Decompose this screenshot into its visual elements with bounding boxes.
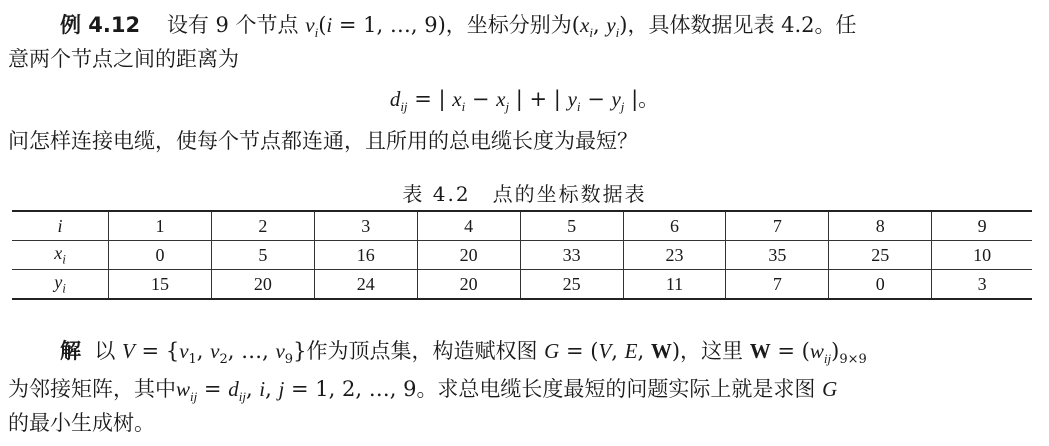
question-text: 问怎样连接电缆，使每个节点都连通，且所用的总电缆长度为最短？ xyxy=(8,129,638,153)
solution-line-3: 的最小生成树。 xyxy=(8,411,155,435)
example-label: 例 4.12 xyxy=(60,13,141,37)
table-row-y xyxy=(12,270,1032,300)
cell-i-9: 9 xyxy=(932,211,1032,241)
solution-text-c: ，这里 xyxy=(680,339,744,363)
example-line-1: 例 4.12 设有 9 个节点 $v_i(i = 1$, …, 9)，坐标分别为($x_i$, $y_i$)，具体数据见表 4.2。任 xyxy=(60,13,857,41)
cell-x-3: 16 xyxy=(314,241,417,270)
cell-x-9: 10 xyxy=(932,241,1032,270)
solution-text-a: 以 xyxy=(94,339,116,363)
cell-y-6: 11 xyxy=(623,270,726,300)
solution-line-1: 解 以 $V = \{v_1$, $v_2$, …, $v_9$}作为顶点集，构造赋权图 G = (V, E, W)，这里 $W = (w_{ij})_{9\times 9}$ xyxy=(60,339,867,368)
cell-y-9: 3 xyxy=(932,270,1032,300)
cell-y-8: 0 xyxy=(829,270,932,300)
cell-y-4: 20 xyxy=(417,270,520,300)
coordinate-table xyxy=(12,210,1032,300)
distance-formula: $d_{ij}$ = | $x_i - x_j$ | + | $y_i - y_j$ |。 xyxy=(389,87,660,115)
cell-x-5: 33 xyxy=(520,241,623,270)
cell-y-5: 25 xyxy=(520,270,623,300)
table-row-i xyxy=(12,211,1032,241)
cell-i-4: 4 xyxy=(417,211,520,241)
cell-x-7: 35 xyxy=(726,241,829,270)
cell-x-1: 0 xyxy=(109,241,212,270)
example-text-a: 设有 9 个节点 xyxy=(166,13,299,37)
cell-i-7: 7 xyxy=(726,211,829,241)
cell-y-1: 15 xyxy=(109,270,212,300)
node-symbol: $v_i$ xyxy=(305,13,319,41)
cell-x-6: 23 xyxy=(623,241,726,270)
cell-i-2: 2 xyxy=(211,211,314,241)
cell-x-2: 5 xyxy=(211,241,314,270)
cell-i-1: 1 xyxy=(109,211,212,241)
example-line-2: 意两个节点之间的距离为 xyxy=(8,47,239,71)
cell-i-8: 8 xyxy=(829,211,932,241)
table-row-x xyxy=(12,241,1032,270)
solution-text-d: 为邻接矩阵，其中 xyxy=(8,377,176,401)
cell-x-4: 20 xyxy=(417,241,520,270)
solution-label: 解 xyxy=(60,339,81,363)
example-text-c: ，具体数据见表 4.2。任 xyxy=(627,13,857,37)
row-header-y: $y_i$ xyxy=(12,270,109,300)
row-header-i: i xyxy=(12,211,109,241)
cell-i-6: 6 xyxy=(623,211,726,241)
cell-y-2: 20 xyxy=(211,270,314,300)
cell-i-3: 3 xyxy=(314,211,417,241)
solution-text-b: 作为顶点集，构造赋权图 xyxy=(306,339,538,363)
row-header-x: $x_i$ xyxy=(12,241,109,270)
cell-y-7: 7 xyxy=(726,270,829,300)
cell-y-3: 24 xyxy=(314,270,417,300)
cell-i-5: 5 xyxy=(520,211,623,241)
table-caption: 表 4.2 点的坐标数据表 xyxy=(402,182,647,206)
solution-text-e: 。求总电缆长度最短的问题实际上就是求图 xyxy=(416,377,816,401)
solution-line-2: 为邻接矩阵，其中$w_{ij} = d_{ij}$, i, j = 1, 2, …, 9。求总电缆长度最短的问题实际上就是求图 G xyxy=(8,377,838,405)
cell-x-8: 25 xyxy=(829,241,932,270)
example-text-b: ，坐标分别为 xyxy=(445,13,572,37)
